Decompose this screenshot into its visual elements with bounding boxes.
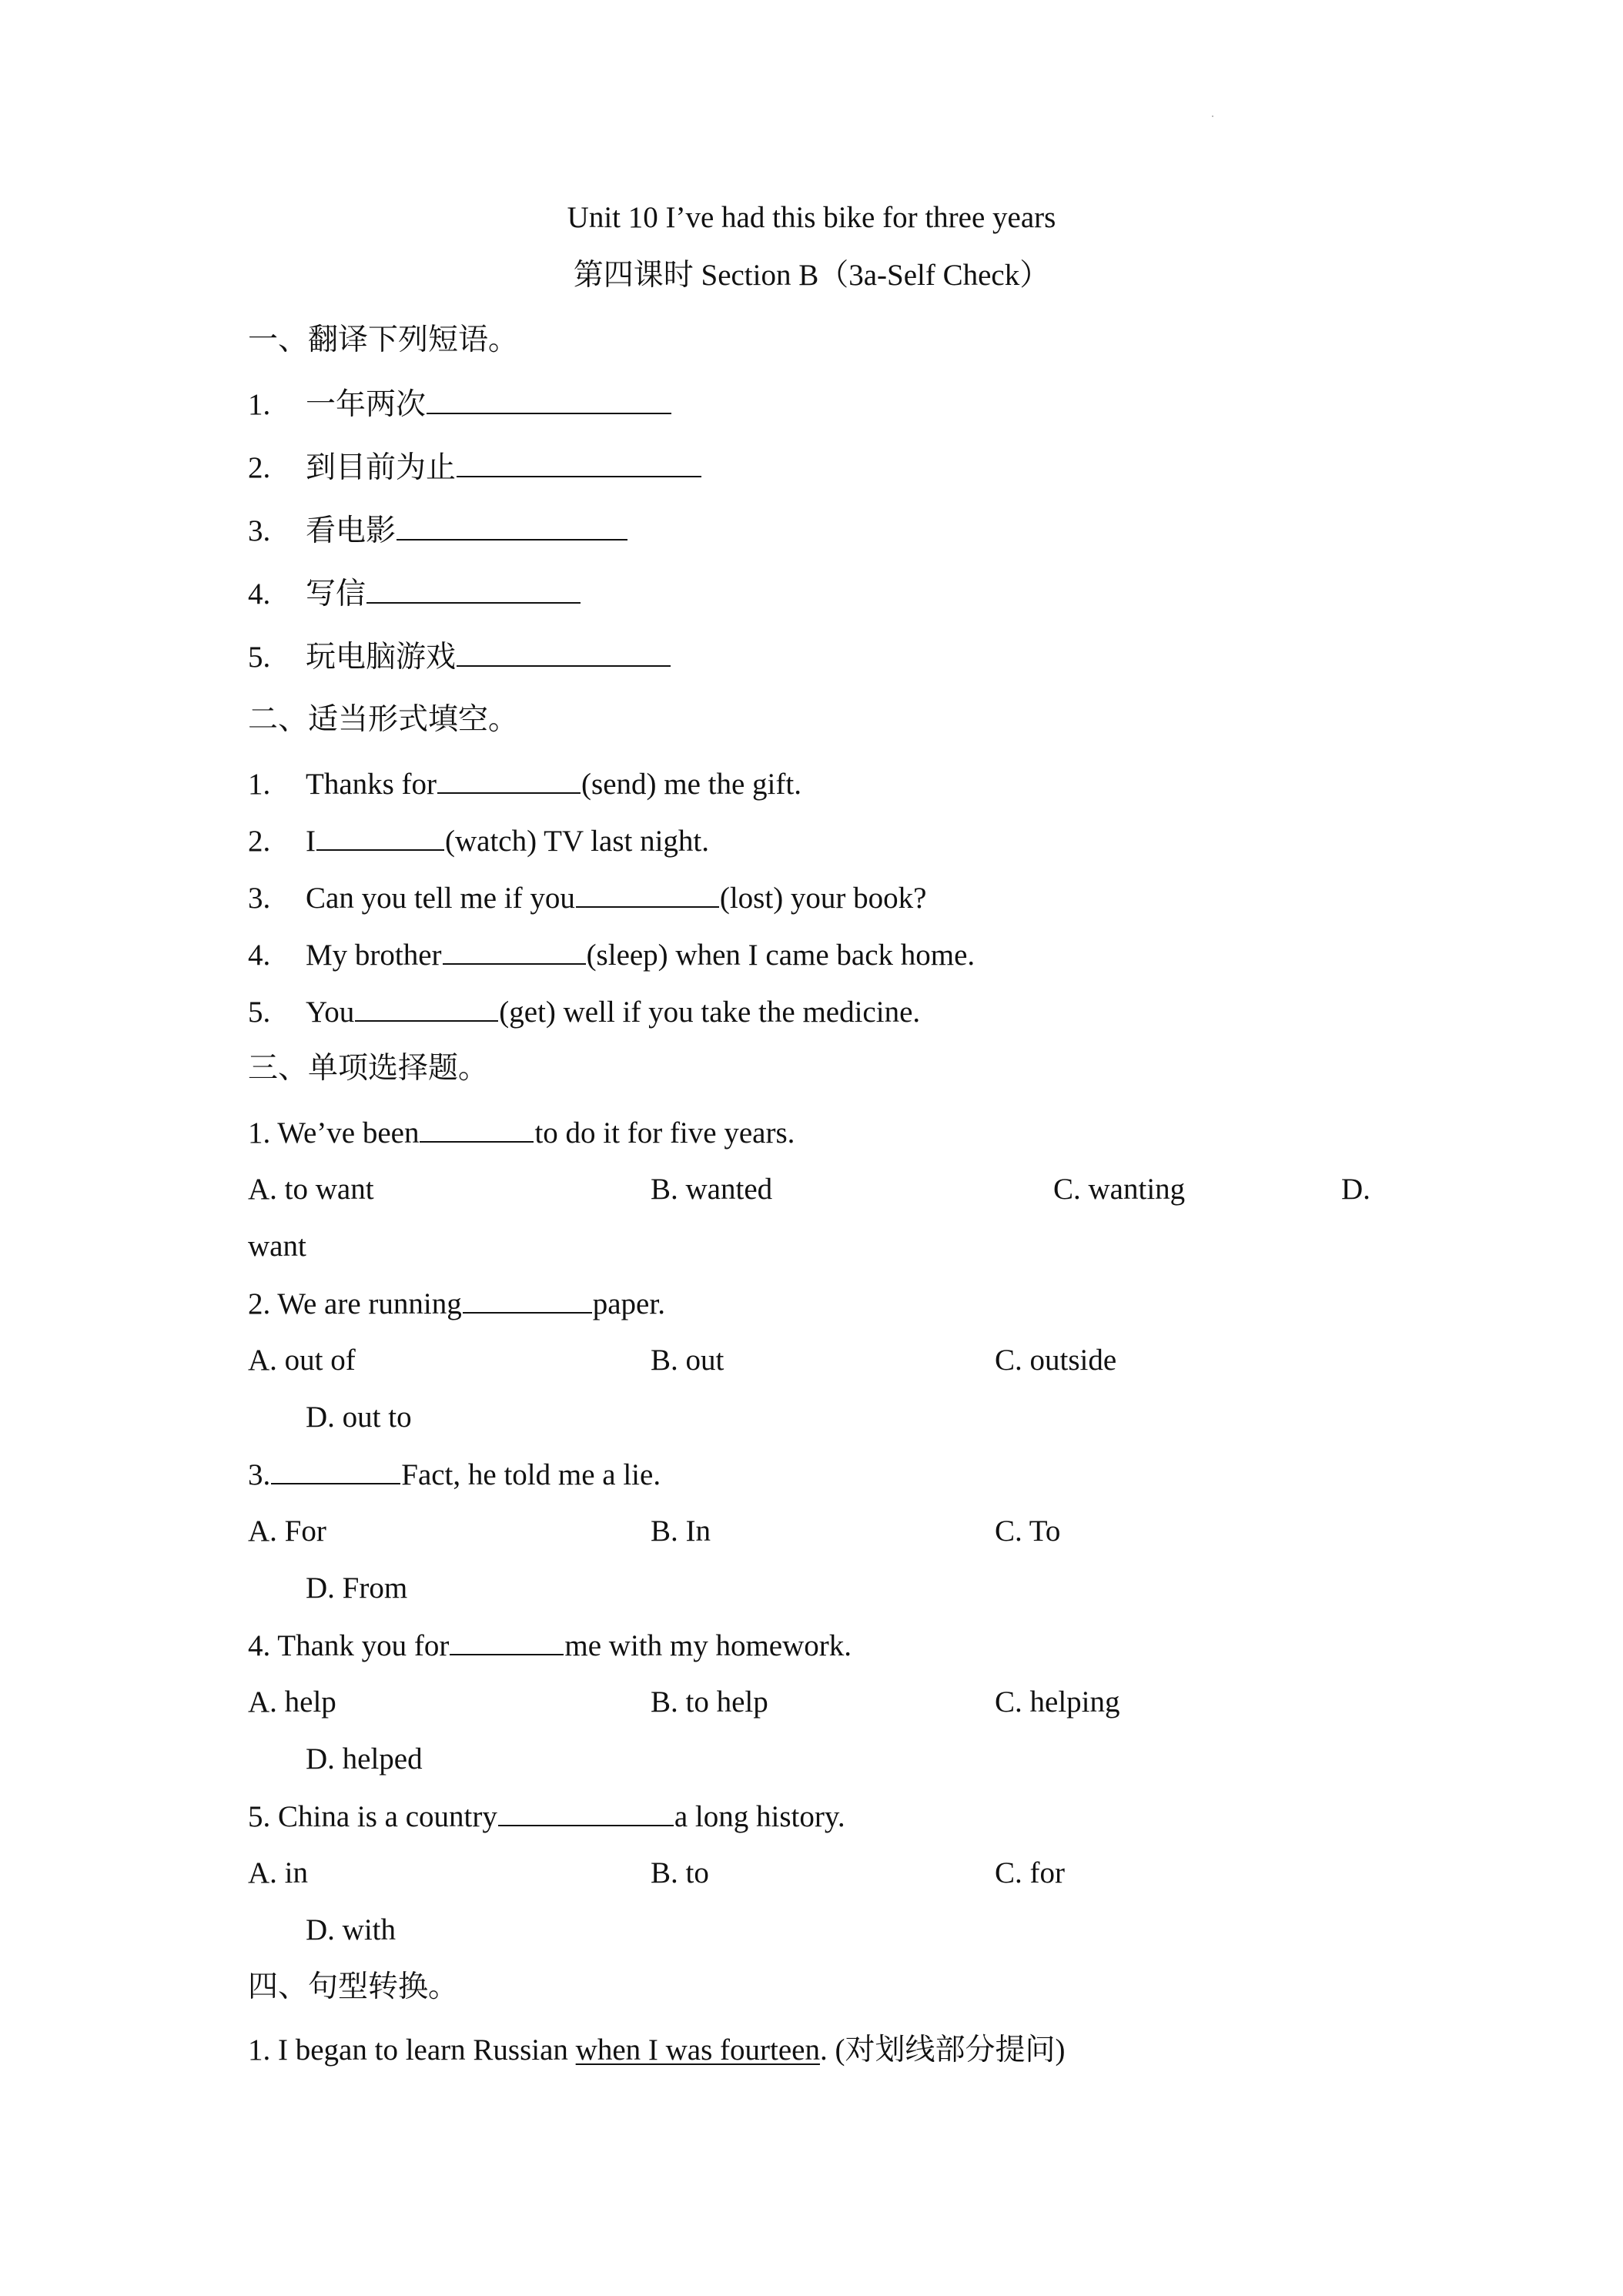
answer-blank[interactable] xyxy=(271,1455,400,1484)
answer-blank[interactable] xyxy=(457,448,701,477)
section-3-heading: 三、单项选择题。 xyxy=(248,1052,489,1085)
section-1-heading: 一、翻译下列短语。 xyxy=(248,323,519,356)
list-item: 3. Can you tell me if you (lost) your book? xyxy=(248,879,926,918)
option-c[interactable]: C. outside xyxy=(995,1344,1117,1377)
question-stem: 4. Thank you for me with my homework. xyxy=(248,1626,852,1665)
section-2-heading: 二、适当形式填空。 xyxy=(248,703,519,736)
option-d[interactable]: D. helped xyxy=(306,1742,423,1776)
list-item: 4. 写信 xyxy=(248,574,581,614)
list-item: 2. I (watch) TV last night. xyxy=(248,822,709,861)
option-a[interactable]: A. out of xyxy=(248,1344,356,1377)
option-d-text: want xyxy=(248,1230,306,1263)
section-4-heading: 四、句型转换。 xyxy=(248,1970,459,2003)
answer-blank[interactable] xyxy=(397,511,627,541)
list-item: 3. 看电影 xyxy=(248,511,628,551)
option-c[interactable]: C. helping xyxy=(995,1685,1120,1719)
option-b[interactable]: B. wanted xyxy=(651,1173,773,1206)
option-a[interactable]: A. For xyxy=(248,1514,326,1548)
option-a[interactable]: A. to want xyxy=(248,1173,374,1206)
list-item: 1. Thanks for (send) me the gift. xyxy=(248,765,801,804)
question-stem: 2. We are running paper. xyxy=(248,1284,665,1324)
option-d[interactable]: D. From xyxy=(306,1571,408,1605)
answer-blank[interactable] xyxy=(316,822,444,851)
option-b[interactable]: B. out xyxy=(651,1344,724,1377)
answer-blank[interactable] xyxy=(443,935,586,965)
answer-blank[interactable] xyxy=(355,992,498,1022)
answer-blank[interactable] xyxy=(437,765,581,794)
option-b[interactable]: B. to xyxy=(651,1856,709,1889)
option-a[interactable]: A. in xyxy=(248,1856,308,1889)
question-stem: 5. China is a country a long history. xyxy=(248,1797,845,1836)
option-b[interactable]: B. In xyxy=(651,1514,711,1548)
answer-blank[interactable] xyxy=(457,638,671,667)
answer-blank[interactable] xyxy=(498,1797,674,1826)
option-c[interactable]: C. for xyxy=(995,1856,1065,1889)
answer-blank[interactable] xyxy=(450,1626,564,1655)
option-a[interactable]: A. help xyxy=(248,1685,336,1719)
question-stem: 1. We’ve been to do it for five years. xyxy=(248,1113,795,1153)
question-stem: 3. Fact, he told me a lie. xyxy=(248,1455,661,1494)
option-b[interactable]: B. to help xyxy=(651,1685,768,1719)
answer-blank[interactable] xyxy=(463,1284,592,1314)
answer-blank[interactable] xyxy=(427,385,671,414)
list-item: 5. You (get) well if you take the medicine. xyxy=(248,992,920,1032)
option-d[interactable]: D. with xyxy=(306,1913,396,1946)
option-c[interactable]: C. wanting xyxy=(1053,1173,1186,1206)
list-item: 5. 玩电脑游戏 xyxy=(248,638,671,677)
list-item: 1. 一年两次 xyxy=(248,385,672,424)
answer-blank[interactable] xyxy=(366,574,581,604)
option-c[interactable]: C. To xyxy=(995,1514,1061,1548)
scan-dot xyxy=(1212,115,1213,117)
list-item: 4. My brother (sleep) when I came back home. xyxy=(248,935,975,975)
answer-blank[interactable] xyxy=(576,879,719,908)
option-d[interactable]: D. out to xyxy=(306,1401,412,1434)
underlined-phrase: when I was fourteen xyxy=(575,2033,820,2067)
page-subtitle: 第四课时 Section B（3a-Self Check） xyxy=(573,259,1050,292)
option-d[interactable]: D. xyxy=(1341,1173,1370,1206)
answer-blank[interactable] xyxy=(420,1113,534,1143)
page-title: Unit 10 I’ve had this bike for three years xyxy=(567,201,1056,234)
question-stem: 1. I began to learn Russian when I was fourteen. (对划线部分提问) xyxy=(248,2033,1066,2067)
list-item: 2. 到目前为止 xyxy=(248,448,702,487)
